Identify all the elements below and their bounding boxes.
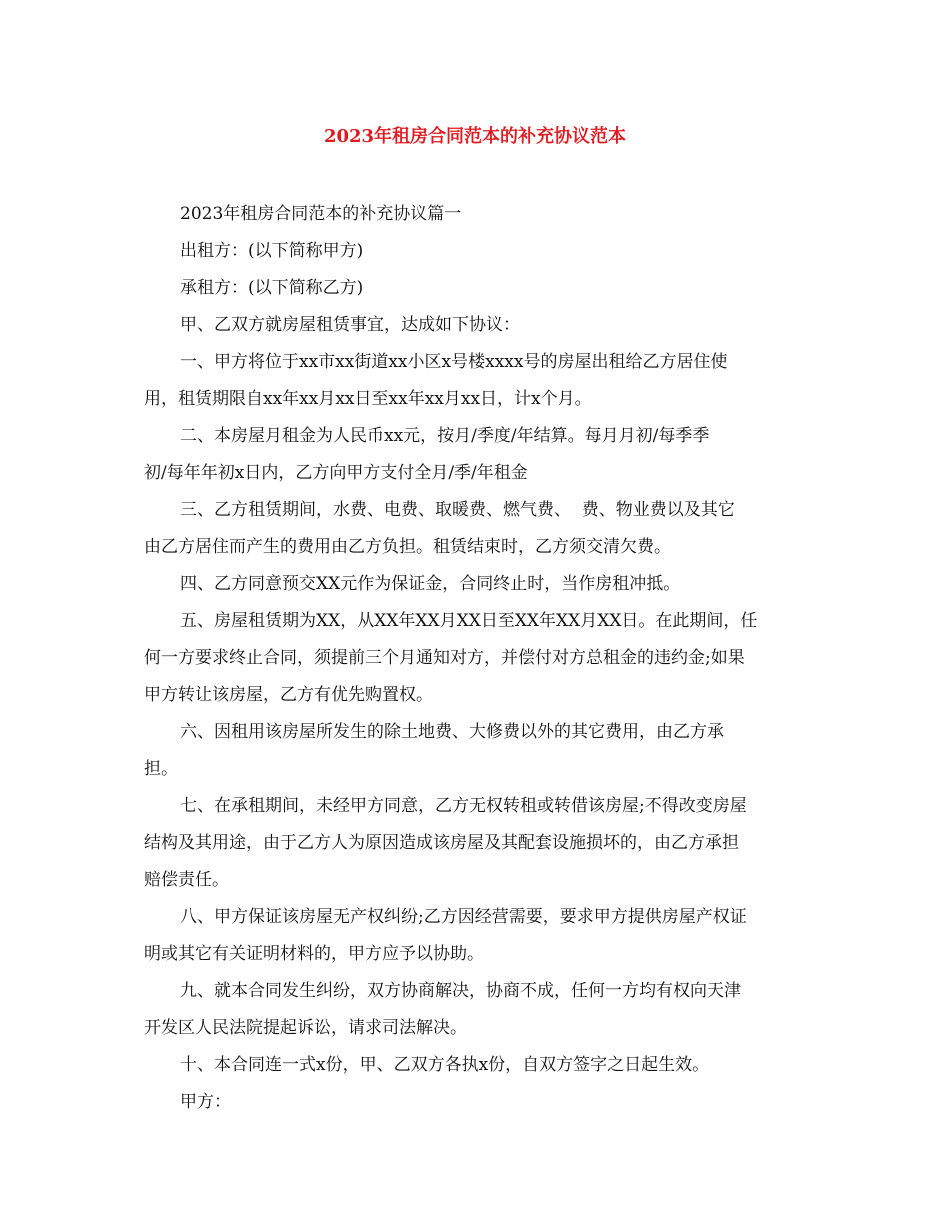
paragraph (144, 788, 804, 899)
paragraph-line: 初/每年年初x日内，乙方向甲方支付全月/季/年租金 (144, 463, 528, 483)
paragraph (144, 1084, 804, 1121)
paragraph-line: 三、乙方租赁期间，水费、电费、取暖费、燃气费、 费、物业费以及其它 (180, 500, 735, 520)
paragraph-line: 结构及其用途，由于乙方人为原因造成该房屋及其配套设施损坏的，由乙方承担 (144, 833, 739, 853)
paragraph-line: 九、就本合同发生纠纷，双方协商解决，协商不成，任何一方均有权向天津 (180, 981, 741, 1001)
paragraph-line: 甲方转让该房屋，乙方有优先购置权。 (144, 685, 433, 705)
paragraph (144, 714, 804, 788)
paragraph-line: 开发区人民法院提起诉讼，请求司法解决。 (144, 1018, 467, 1038)
paragraph (144, 492, 804, 566)
paragraph-line: 一、甲方将位于xx市xx街道xx小区x号楼xxxx号的房屋出租给乙方居住使 (180, 352, 728, 372)
paragraph (144, 344, 804, 418)
paragraph-line: 明或其它有关证明材料的，甲方应予以协助。 (144, 944, 484, 964)
paragraph-line: 二、本房屋月租金为人民币xx元，按月/季度/年结算。每月月初/每季季 (180, 426, 710, 446)
paragraph-line: 用，租赁期限自xx年xx月xx日至xx年xx月xx日，计x个月。 (144, 389, 592, 409)
paragraph-line: 甲、乙双方就房屋租赁事宜，达成如下协议： (180, 315, 520, 335)
paragraph-line: 承租方：(以下简称乙方) (180, 278, 364, 298)
paragraph (144, 899, 804, 973)
paragraph-line: 八、甲方保证该房屋无产权纠纷;乙方因经营需要，要求甲方提供房屋产权证 (180, 907, 747, 927)
paragraph-line: 甲方： (180, 1092, 231, 1112)
paragraph (144, 973, 804, 1047)
paragraph-line: 2023年租房合同范本的补充协议篇一 (180, 204, 462, 224)
paragraph-line: 十、本合同连一式x份，甲、乙双方各执x份，自双方签字之日起生效。 (180, 1055, 710, 1075)
paragraph (144, 1047, 804, 1084)
paragraph-line: 五、房屋租赁期为XX，从XX年XX月XX日至XX年XX月XX日。在此期间，任 (180, 611, 758, 631)
paragraph-line: 六、因租用该房屋所发生的除土地费、大修费以外的其它费用，由乙方承 (180, 722, 724, 742)
paragraph-line: 七、在承租期间，未经甲方同意，乙方无权转租或转借该房屋;不得改变房屋 (180, 796, 747, 816)
paragraph (144, 418, 804, 492)
paragraph-line: 赔偿责任。 (144, 870, 229, 890)
paragraph (144, 566, 804, 603)
paragraph (144, 307, 804, 344)
paragraph-line: 担。 (144, 759, 178, 779)
document-body (144, 196, 804, 1121)
paragraph (144, 196, 804, 233)
paragraph-line: 出租方：(以下简称甲方) (180, 241, 364, 261)
paragraph (144, 233, 804, 270)
paragraph-line: 由乙方居住而产生的费用由乙方负担。租赁结束时，乙方须交清欠费。 (144, 537, 671, 557)
paragraph-line: 何一方要求终止合同，须提前三个月通知对方，并偿付对方总租金的违约金;如果 (144, 648, 745, 668)
paragraph (144, 603, 804, 714)
paragraph-line: 四、乙方同意预交XX元作为保证金，合同终止时，当作房租冲抵。 (180, 574, 681, 594)
document-title: 2023年租房合同范本的补充协议范本 (323, 126, 627, 147)
paragraph (144, 270, 804, 307)
